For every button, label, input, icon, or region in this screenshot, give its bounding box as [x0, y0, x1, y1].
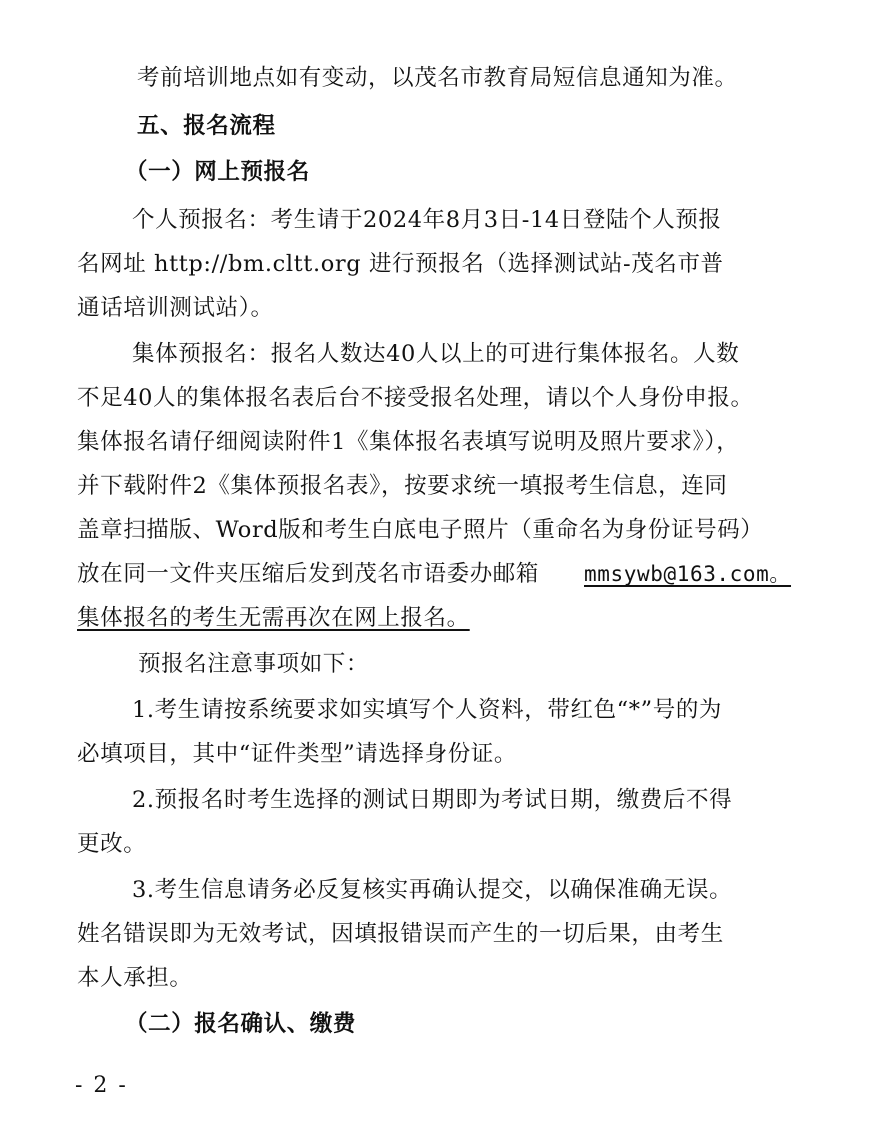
paragraph-line: 集体报名请仔细阅读附件1《集体报名表填写说明及照片要求》）， [77, 429, 740, 455]
paragraph-line: 并下载附件2《集体预报名表》，按要求统一填报考生信息，连同 [77, 473, 728, 499]
page-number: - 2 - [75, 1073, 128, 1098]
notice-heading: 预报名注意事项如下： [138, 651, 370, 677]
subsection-heading: （二）报名确认、缴费 [125, 1011, 357, 1037]
list-item: 3.考生信息请务必反复核实再确认提交，以确保准确无误。 [132, 877, 733, 903]
paragraph-line: 个人预报名：考生请于2024年8月3日-14日登陆个人预报 [132, 207, 722, 233]
paragraph-line: 名网址 http://bm.cltt.org 进行预报名（选择测试站-茂名市普 [77, 251, 724, 277]
list-item: 2.预报名时考生选择的测试日期即为考试日期，缴费后不得 [132, 787, 733, 813]
subsection-heading: （一）网上预报名 [125, 159, 310, 185]
list-item-continued: 本人承担。 [77, 965, 193, 991]
section-heading: 五、报名流程 [137, 113, 276, 139]
list-item: 1.考生请按系统要求如实填写个人资料，带红色“*”号的为 [132, 697, 723, 723]
list-item-continued: 姓名错误即为无效考试，因填报错误而产生的一切后果，由考生 [77, 921, 724, 947]
paragraph-line: 通话培训测试站）。 [77, 295, 274, 321]
paragraph-line: 盖章扫描版、Word版和考生白底电子照片（重命名为身份证号码） [77, 517, 764, 543]
email-link[interactable]: mmsywb@163.com。 [584, 562, 792, 586]
paragraph-line: 考前培训地点如有变动，以茂名市教育局短信息通知为准。 [137, 65, 738, 91]
list-item-continued: 更改。 [77, 831, 147, 857]
paragraph-line: 集体预报名：报名人数达40人以上的可进行集体报名。人数 [132, 341, 740, 367]
paragraph-line: 放在同一文件夹压缩后发到茂名市语委办邮箱 [77, 561, 540, 587]
list-item-continued: 必填项目，其中“证件类型”请选择身份证。 [77, 741, 518, 767]
paragraph-line: 不足40人的集体报名表后台不接受报名处理，请以个人身份申报。 [77, 385, 754, 411]
underlined-note: 集体报名的考生无需再次在网上报名。 [77, 605, 470, 631]
